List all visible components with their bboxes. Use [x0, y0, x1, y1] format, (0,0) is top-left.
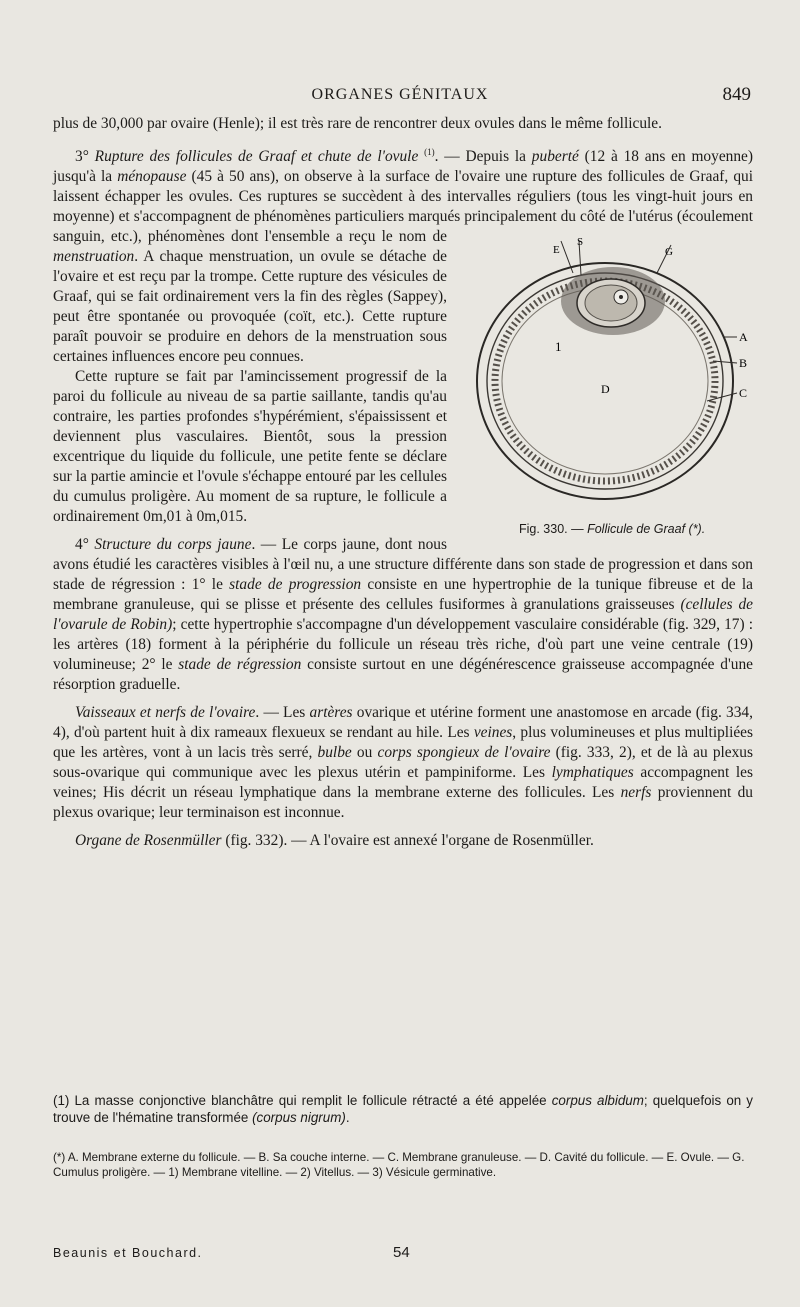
label-S: S: [577, 236, 584, 249]
footnote-ref: (1): [424, 147, 435, 157]
section-heading: Organe de Rosenmüller: [75, 832, 222, 850]
figure-330: [461, 233, 753, 551]
printer-signature: Beaunis et Bouchard.: [53, 1246, 203, 1260]
paragraph-rosenmuller: Organe de Rosenmüller (fig. 332). — A l'ovaire est annexé l'organe de Rosenmüller.: [75, 832, 594, 850]
label-D: D: [601, 382, 610, 397]
footnote: (1) La masse conjonctive blanchâtre qui remplit le follicule rétracté a été appelée corpus albidum; quelquefois on y trouve de l'hématine transformée (corpus nigrum).: [53, 1093, 753, 1125]
paragraph-vaisseaux: Vaisseaux et nerfs de l'ovaire. — Les artères ovarique et utérine forment une anastomose en arcade (fig. 334, 4), d'où partent huit à dix rameaux flexueux se rendant au hile. Les veines, plus volumineuses et plus multipliées que les artères, vont à un lacis très serré, bulbe ou corps spongieux de l'ovaire (fig. 333, 2), et de là au plexus sous-ovarique qui communique avec les plexus utérin et pampiniforme. Les lymphatiques accompagnent les veines; His décrit un réseau lymphatique dans la membrane externe des follicules. Les nerfs proviennent du plexus ovarique; leur terminaison est inconnue.: [53, 704, 754, 822]
page-number: 849: [722, 84, 751, 105]
running-title: ORGANES GÉNITAUX: [311, 86, 489, 103]
section-heading: Structure du corps jaune: [94, 536, 252, 554]
paragraph-corps-jaune: 4° Structure du corps jaune. — Le corps jaune, dont nous avons étudié les caractères visibles à l'œil nu, a une structure différente dans son stade de progression et dans son stade de régression : 1° le stade de progression consiste en une hypertrophie de la tunique fibreuse et de la membrane granuleuse, qui se plisse et présente des cellules fusiformes à granulations graisseuses (cellules de l'ovarule de Robin); cette hypertrophie s'accompagne d'un développement vasculaire considérable (fig. 329, 17) : les artères (18) forment à la périphérie du follicule un réseau très riche, d'où part une veine centrale (19) volumineuse; 2° le stade de régression consiste surtout en une dégénérescence graisseuse accompagnée d'une résorption graduelle.: [53, 536, 754, 694]
main-text: [53, 114, 753, 851]
paragraph-rupture-process: Cette rupture se fait par l'amincissement progressif de la paroi du follicule au niveau de sa partie saillante, tandis qu'au contraire, les parties profondes s'hypérémient, s'épaississent et deviennent plus vasculaires. Bientôt, sous la pression excentrique du liquide du follicule, une petite fente se déclare sur la partie amincie et l'ovule s'échappe entouré par les cellules du cumulus proligère. Au moment de sa rupture, le follicule a ordinairement 0m,01 à 0m,015.: [53, 368, 447, 526]
label-G: G: [665, 246, 673, 259]
section-heading: Vaisseaux et nerfs de l'ovaire: [75, 704, 256, 722]
graaf-follicle-illustration: [461, 233, 753, 551]
figure-legend: (*) A. Membrane externe du follicule. — B. Sa couche interne. — C. Membrane granuleuse. — D. Cavité du follicule. — E. Ovule. — G. Cumulus proligère. — 1) Membrane vitelline. — 2) Vitellus. — 3) Vésicule germinative.: [53, 1151, 745, 1179]
label-A: A: [739, 330, 748, 345]
sheet-number: 54: [393, 1244, 410, 1261]
label-B: B: [739, 356, 748, 371]
paragraph-rupture-follicules: 3° Rupture des follicules de Graaf et chute de l'ovule $^{(1)}$. — Depuis la puberté (12 à 18 ans en moyenne) jusqu'à la ménopause (45 à 50 ans), on observe à la surface de l'ovaire une rupture des follicules de Graaf, qui laissent échapper les ovules. Ces ruptures se succèdent à des intervalles réguliers (tous les vingt-huit jours en moyenne) et s'accompagnent de phénomènes particuliers marqués principalement du côté de l'utérus (écoulement sanguin, etc.), phénomènes dont l'ensemble a reçu le nom de S E G 1 A B C D Fig. 330. — Follicule de Graaf (*). menstruation. A chaque menstruation, un ovule se détache de l'ovaire et est reçu par la trompe. Cette rupture des vésicules de Graaf, qui se fait ordinairement vers la fin des règles (Sappey), peut être spontanée ou provoquée (coït, etc.). Cette rupture paraît pouvoir se produire en dehors de la menstruation sous certaines influences encore peu connues.: [53, 142, 753, 367]
figure-caption: Fig. 330. — Follicule de Graaf (*).: [519, 522, 706, 537]
paragraph-intro: plus de 30,000 par ovaire (Henle); il est très rare de rencontrer deux ovules dans le même follicule.: [53, 115, 662, 132]
label-E: E: [553, 244, 560, 257]
label-C: C: [739, 386, 748, 401]
section-heading: Rupture des follicules de Graaf et chute de l'ovule: [94, 148, 419, 166]
label-1: 1: [555, 339, 562, 355]
